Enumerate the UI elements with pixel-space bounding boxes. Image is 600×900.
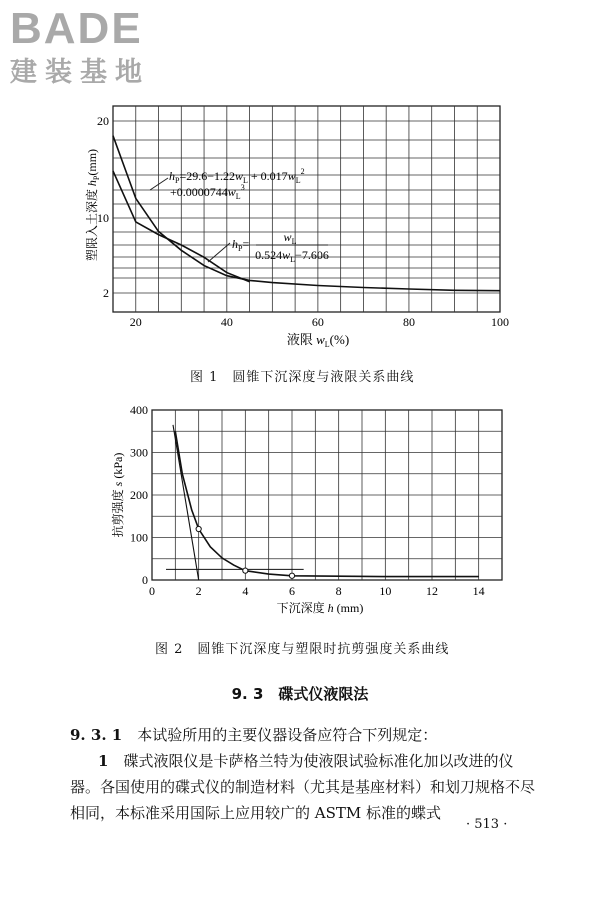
curves bbox=[113, 136, 500, 291]
figure1-chart bbox=[0, 0, 600, 360]
y-tick-label: 2 bbox=[103, 286, 109, 300]
x-tick-label: 20 bbox=[129, 315, 142, 329]
annotation-equation-2-numerator: $w_L$ bbox=[283, 230, 297, 246]
section-title: 9. 3 碟式仪液限法 bbox=[231, 685, 369, 703]
clause-text: 本试验所用的主要仪器设备应符合下列规定： bbox=[122, 726, 438, 744]
annotation-equation-1: $h_P=29.6-1.22w_L + 0.017w_L^2$ bbox=[169, 167, 305, 185]
paragraph-9-3-1 bbox=[70, 722, 540, 748]
x-tick-label: 12 bbox=[426, 584, 438, 598]
item-number: 1 bbox=[98, 752, 109, 770]
figure1-caption: 图 1 圆锥下沉深度与液限关系曲线 bbox=[190, 370, 415, 385]
annotation-equation-2-denominator: $0.524w_L-7.606$ bbox=[255, 248, 329, 264]
x-tick-label: 10 bbox=[379, 584, 392, 598]
y-tick-label: 0 bbox=[142, 573, 148, 587]
annotation-equation-1-line2: $+0.0000744w_L^3$ bbox=[170, 183, 245, 201]
paragraph-item-1 bbox=[70, 748, 540, 826]
curve-1 bbox=[113, 136, 500, 291]
grid bbox=[152, 410, 502, 580]
y-tick-label: 10 bbox=[97, 211, 109, 225]
x-tick-label: 6 bbox=[289, 584, 295, 598]
x-tick-label: 0 bbox=[149, 584, 155, 598]
data-point-marker bbox=[243, 568, 248, 573]
x-tick-label: 8 bbox=[335, 584, 342, 598]
tangent-line-1 bbox=[173, 425, 199, 580]
x-axis-label: 液限 $w_L(\%)$ bbox=[286, 332, 350, 349]
x-tick-label: 60 bbox=[311, 315, 324, 329]
tick-labels bbox=[130, 403, 485, 598]
item-text: 碟式液限仪是卡萨格兰特为使液限试验标准化加以改进的仪器。各国使用的碟式仪的制造材料（尤其是基座材料）和划刀规格不尽相同，本标准采用国际上应用较广的 ASTM 标准的蝶式 bbox=[70, 752, 536, 822]
y-axis-label: 抗剪强度 s (kPa) bbox=[111, 452, 125, 538]
strength-curve bbox=[175, 431, 478, 576]
annotation-equation-2-lhs: $h_P=$ bbox=[232, 237, 250, 253]
clause-number: 9. 3. 1 bbox=[70, 726, 123, 744]
y-tick-label: 300 bbox=[130, 445, 148, 460]
grid bbox=[113, 106, 500, 312]
y-tick-label: 20 bbox=[97, 114, 109, 128]
x-tick-label: 100 bbox=[491, 315, 509, 329]
y-axis-label: 塑限入土深度 $h_P(mm)$ bbox=[85, 148, 101, 262]
data-point-marker bbox=[196, 526, 201, 531]
figure2-caption: 图 2 圆锥下沉深度与塑限时抗剪强度关系曲线 bbox=[155, 642, 450, 657]
logo-wordmark: BADE bbox=[10, 4, 143, 53]
logo-subtitle: 建装基地 bbox=[10, 57, 150, 88]
x-tick-label: 14 bbox=[472, 584, 485, 598]
figure2-chart bbox=[0, 400, 600, 640]
y-tick-label: 100 bbox=[130, 530, 148, 545]
y-tick-label: 200 bbox=[130, 488, 148, 502]
plot-frame bbox=[113, 106, 500, 312]
annotation-leader-1 bbox=[150, 178, 168, 190]
x-tick-label: 80 bbox=[402, 315, 415, 329]
page-number: · 513 · bbox=[466, 817, 508, 832]
y-tick-label: 400 bbox=[130, 403, 148, 417]
data-point-marker bbox=[289, 573, 294, 578]
x-axis-label: 下沉深度 h (mm) bbox=[276, 601, 364, 615]
x-tick-label: 40 bbox=[220, 315, 233, 329]
x-tick-label: 4 bbox=[242, 584, 249, 598]
x-tick-label: 2 bbox=[195, 584, 202, 598]
